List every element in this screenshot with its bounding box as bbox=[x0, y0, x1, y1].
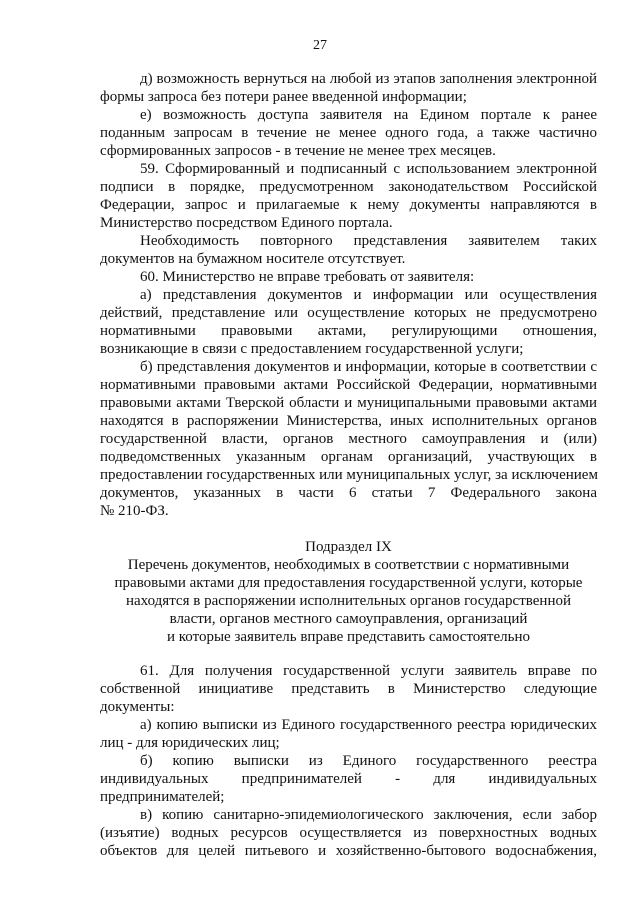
text-line: индивидуальных предпринимателей - для индивидуальных bbox=[100, 771, 597, 787]
text-line: подписи в порядке, предусмотренном законодательством Российской bbox=[100, 179, 597, 195]
text-line: Федерации, запрос и прилагаемые к нему документы направляются в bbox=[100, 197, 597, 213]
text-line: Министерство посредством Единого портала. bbox=[100, 215, 393, 231]
text-line: в) копию санитарно-эпидемиологического заключения, если забор bbox=[140, 807, 597, 823]
text-line: правовыми актами Тверской области и муниципальными правовыми актами bbox=[100, 395, 597, 411]
text-line: документов на бумажном носителе отсутствует. bbox=[100, 251, 406, 267]
text-line: документов, указанных в части 6 статьи 7 Федерального закона bbox=[100, 485, 597, 501]
text-line: 60. Министерство не вправе требовать от заявителя: bbox=[140, 269, 475, 285]
text-line: 61. Для получения государственной услуги заявитель вправе по bbox=[140, 663, 597, 679]
section-heading-line: находятся в распоряжении исполнительных органов государственной bbox=[125, 593, 571, 609]
section-heading: Подраздел IX bbox=[305, 539, 392, 555]
text-line: нормативными правовыми актами, регулирующими отношения, bbox=[100, 323, 597, 339]
text-line: возникающие в связи с предоставлением государственной услуги; bbox=[100, 341, 524, 357]
text-line: а) копию выписки из Единого государственного реестра юридических bbox=[140, 717, 597, 733]
text-line: государственной власти, органов местного самоуправления и (или) bbox=[100, 431, 597, 447]
text-line: б) представления документов и информации, которые в соответствии с bbox=[140, 359, 597, 375]
text-line: предпринимателей; bbox=[100, 789, 225, 805]
text-line: собственной инициативе представить в Министерство следующие bbox=[100, 681, 597, 697]
text-line: объектов для целей питьевого и хозяйственно-бытового водоснабжения, bbox=[100, 843, 597, 859]
text-line: 59. Сформированный и подписанный с использованием электронной bbox=[140, 161, 597, 177]
text-line: № 210-ФЗ. bbox=[100, 503, 169, 519]
section-heading-line: правовыми актами для предоставления государственной услуги, которые bbox=[114, 575, 583, 591]
text-line: предоставлении государственных или муниципальных услуг, за исключением bbox=[100, 467, 598, 483]
text-line: а) представления документов и информации или осуществления bbox=[140, 287, 597, 303]
text-line: формы запроса без потери ранее введенной информации; bbox=[100, 89, 467, 105]
text-line: документы: bbox=[100, 699, 175, 715]
text-line: е) возможность доступа заявителя на Едином портале к ранее bbox=[140, 107, 597, 123]
text-line: находятся в распоряжении Министерства, иных исполнительных органов bbox=[100, 413, 597, 429]
section-heading-line: и которые заявитель вправе представить самостоятельно bbox=[167, 629, 530, 645]
page-number: 27 bbox=[313, 38, 327, 53]
text-line: (изъятие) водных ресурсов осуществляется из поверхностных водных bbox=[100, 825, 597, 841]
text-line: лиц - для юридических лиц; bbox=[100, 735, 280, 751]
text-line: действий, представление или осуществление которых не предусмотрено bbox=[100, 305, 597, 321]
text-line: Необходимость повторного представления заявителем таких bbox=[140, 233, 597, 249]
text-line: поданным запросам в течение не менее одного года, а также частично bbox=[100, 125, 597, 141]
text-line: сформированных запросов - в течение не менее трех месяцев. bbox=[100, 143, 496, 159]
text-line: б) копию выписки из Единого государственного реестра bbox=[140, 753, 597, 769]
text-line: нормативными правовыми актами Российской Федерации, нормативными bbox=[100, 377, 597, 393]
text-line: подведомственных указанным органам организаций, участвующих в bbox=[100, 449, 597, 465]
text-line: д) возможность вернуться на любой из этапов заполнения электронной bbox=[140, 71, 597, 87]
section-heading-line: власти, органов местного самоуправления, организаций bbox=[169, 611, 528, 627]
section-heading-line: Перечень документов, необходимых в соответствии с нормативными bbox=[127, 557, 570, 573]
